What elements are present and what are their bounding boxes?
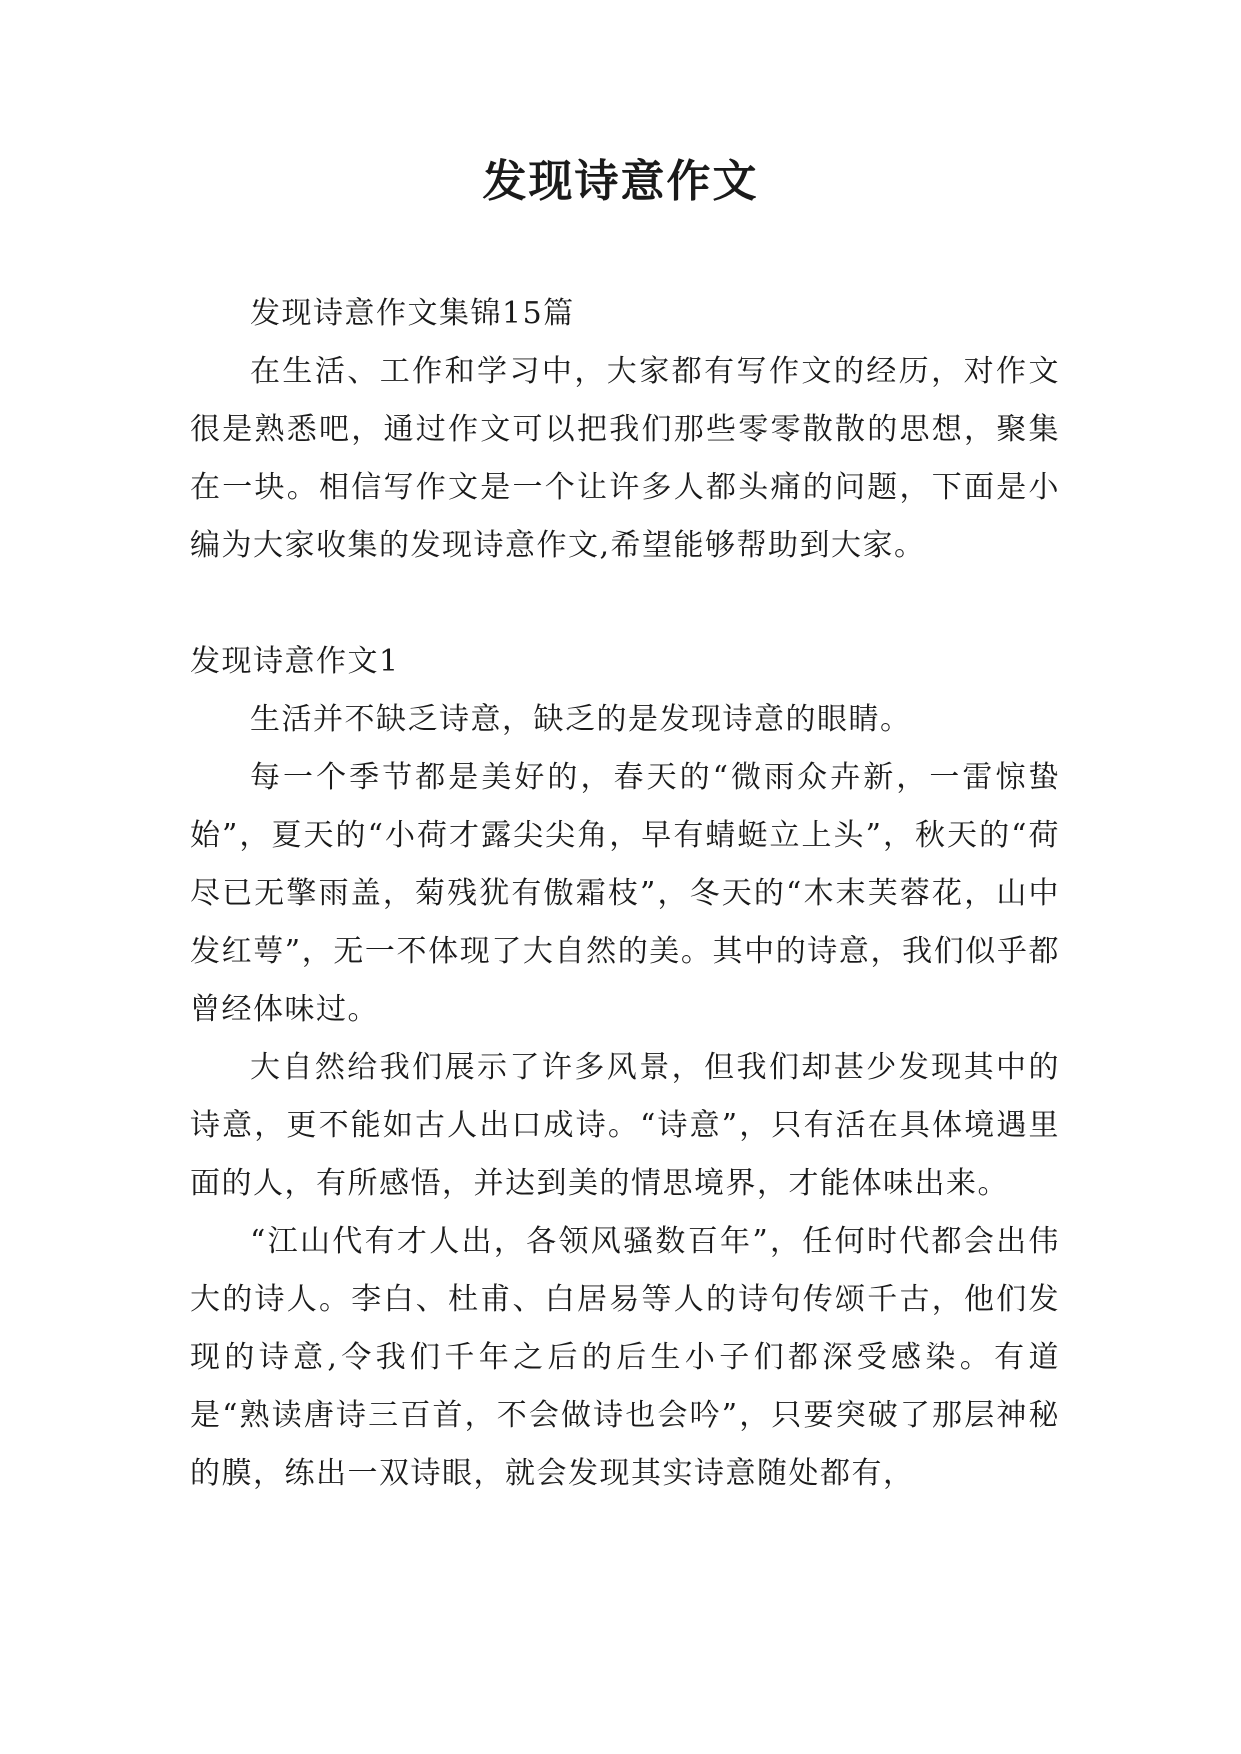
section-heading: 发现诗意作文1: [190, 644, 400, 679]
document-body: [190, 285, 1060, 1503]
body-paragraph: 大自然给我们展示了许多风景，但我们却甚少发现其中的诗意，更不能如古人出口成诗。“诗意”，只有活在具体境遇里面的人，有所感悟，并达到美的情思境界，才能体味出来。: [190, 1050, 1060, 1201]
body-paragraph: 生活并不缺乏诗意，缺乏的是发现诗意的眼睛。: [250, 702, 912, 737]
body-paragraph: 每一个季节都是美好的，春天的“微雨众卉新，一雷惊蛰始”，夏天的“小荷才露尖尖角，早有蜻蜓立上头”，秋天的“荷尽已无擎雨盖，菊残犹有傲霜枝”，冬天的“木末芙蓉花，山中发红萼”，无一不体现了大自然的美。其中的诗意，我们似乎都曾经体味过。: [190, 760, 1060, 1027]
intro-paragraph: 在生活、工作和学习中，大家都有写作文的经历，对作文很是熟悉吧，通过作文可以把我们那些零零散散的思想，聚集在一块。相信写作文是一个让许多人都头痛的问题，下面是小编为大家收集的发现诗意作文,希望能够帮助到大家。: [190, 354, 1060, 563]
document-title: 发现诗意作文: [482, 156, 759, 207]
body-paragraph: “江山代有才人出，各领风骚数百年”，任何时代都会出伟大的诗人。李白、杜甫、白居易等人的诗句传颂千古，他们发现的诗意,令我们千年之后的后生小子们都深受感染。有道是“熟读唐诗三百首，不会做诗也会吟”，只要突破了那层神秘的膜，练出一双诗眼，就会发现其实诗意随处都有，: [190, 1224, 1060, 1491]
subtitle-paragraph: 发现诗意作文集锦15篇: [250, 296, 575, 331]
